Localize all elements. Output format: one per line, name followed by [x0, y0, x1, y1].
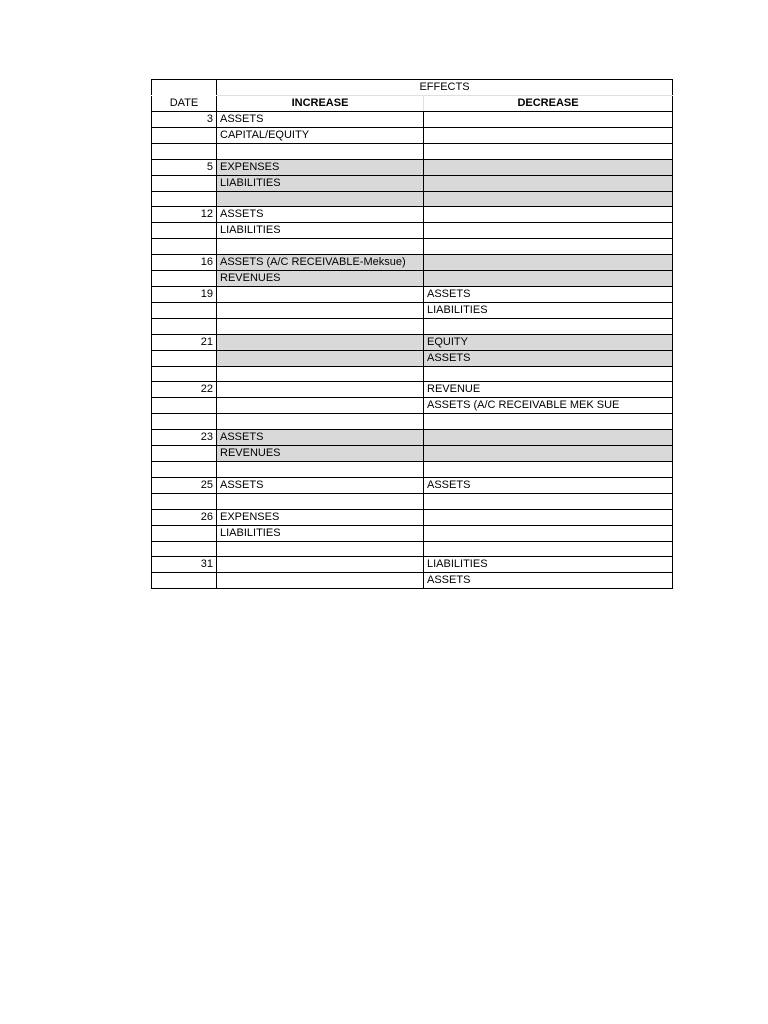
date-cell: 12 — [152, 207, 217, 223]
increase-cell: REVENUES — [217, 271, 424, 287]
date-cell — [152, 223, 217, 239]
increase-cell: REVENUES — [217, 446, 424, 462]
table-row — [152, 557, 673, 573]
date-cell — [152, 319, 217, 335]
decrease-cell — [424, 446, 673, 462]
table-row — [152, 303, 673, 319]
table-row — [152, 287, 673, 303]
date-cell — [152, 144, 217, 160]
increase-cell: ASSETS — [217, 430, 424, 446]
date-cell — [152, 128, 217, 144]
increase-cell — [217, 191, 424, 207]
increase-cell — [217, 557, 424, 573]
increase-cell: LIABILITIES — [217, 223, 424, 239]
decrease-cell: LIABILITIES — [424, 303, 673, 319]
decrease-cell — [424, 509, 673, 525]
table-row — [152, 398, 673, 414]
date-cell: 22 — [152, 382, 217, 398]
increase-cell — [217, 350, 424, 366]
decrease-cell: ASSETS — [424, 573, 673, 589]
increase-cell: CAPITAL/EQUITY — [217, 128, 424, 144]
decrease-cell: ASSETS — [424, 350, 673, 366]
increase-cell — [217, 493, 424, 509]
increase-cell: ASSETS — [217, 207, 424, 223]
table-row — [152, 366, 673, 382]
effects-header: EFFECTS — [217, 80, 673, 96]
effects-table — [151, 79, 673, 589]
decrease-cell: REVENUE — [424, 382, 673, 398]
date-cell — [152, 398, 217, 414]
table-row — [152, 477, 673, 493]
decrease-cell — [424, 255, 673, 271]
increase-cell: LIABILITIES — [217, 525, 424, 541]
date-cell: 19 — [152, 287, 217, 303]
increase-header: INCREASE — [217, 96, 424, 112]
decrease-cell — [424, 366, 673, 382]
decrease-cell — [424, 191, 673, 207]
table-row — [152, 430, 673, 446]
table-row — [152, 525, 673, 541]
table-row — [152, 239, 673, 255]
decrease-cell: LIABILITIES — [424, 557, 673, 573]
table-row — [152, 144, 673, 160]
increase-cell: EXPENSES — [217, 509, 424, 525]
decrease-cell: ASSETS (A/C RECEIVABLE MEK SUE — [424, 398, 673, 414]
date-header-top-cell — [152, 80, 217, 96]
decrease-cell — [424, 223, 673, 239]
table-row — [152, 319, 673, 335]
increase-cell — [217, 303, 424, 319]
table-row — [152, 159, 673, 175]
table-row — [152, 382, 673, 398]
date-cell — [152, 414, 217, 430]
increase-cell — [217, 398, 424, 414]
decrease-cell — [424, 159, 673, 175]
table-row — [152, 493, 673, 509]
date-cell — [152, 175, 217, 191]
table-row — [152, 462, 673, 478]
decrease-cell — [424, 430, 673, 446]
date-cell — [152, 462, 217, 478]
table-body — [152, 112, 673, 589]
table-row — [152, 334, 673, 350]
increase-cell — [217, 144, 424, 160]
table-row — [152, 414, 673, 430]
date-header: DATE — [152, 96, 217, 112]
table-row — [152, 271, 673, 287]
increase-cell — [217, 414, 424, 430]
date-cell — [152, 366, 217, 382]
date-cell — [152, 525, 217, 541]
table-row — [152, 112, 673, 128]
table-row — [152, 128, 673, 144]
date-cell — [152, 573, 217, 589]
date-cell — [152, 239, 217, 255]
decrease-cell — [424, 175, 673, 191]
header-row-effects — [152, 80, 673, 96]
table-row — [152, 175, 673, 191]
date-cell: 21 — [152, 334, 217, 350]
increase-cell: EXPENSES — [217, 159, 424, 175]
date-cell — [152, 303, 217, 319]
decrease-cell — [424, 207, 673, 223]
date-cell: 16 — [152, 255, 217, 271]
date-cell — [152, 271, 217, 287]
decrease-cell — [424, 493, 673, 509]
increase-cell — [217, 334, 424, 350]
increase-cell — [217, 541, 424, 557]
increase-cell — [217, 319, 424, 335]
decrease-cell — [424, 525, 673, 541]
decrease-cell — [424, 144, 673, 160]
header-row-columns — [152, 96, 673, 112]
table-row — [152, 207, 673, 223]
date-cell: 25 — [152, 477, 217, 493]
increase-cell — [217, 287, 424, 303]
date-cell — [152, 493, 217, 509]
date-cell: 26 — [152, 509, 217, 525]
increase-cell — [217, 382, 424, 398]
decrease-cell — [424, 541, 673, 557]
date-cell: 3 — [152, 112, 217, 128]
increase-cell: ASSETS — [217, 477, 424, 493]
decrease-cell — [424, 462, 673, 478]
table-row — [152, 541, 673, 557]
date-cell — [152, 350, 217, 366]
decrease-cell — [424, 414, 673, 430]
decrease-cell — [424, 319, 673, 335]
increase-cell — [217, 573, 424, 589]
increase-cell — [217, 462, 424, 478]
table-row — [152, 223, 673, 239]
date-cell — [152, 446, 217, 462]
increase-cell — [217, 366, 424, 382]
increase-cell: ASSETS — [217, 112, 424, 128]
decrease-cell — [424, 271, 673, 287]
date-cell: 23 — [152, 430, 217, 446]
decrease-cell: ASSETS — [424, 287, 673, 303]
decrease-cell: ASSETS — [424, 477, 673, 493]
decrease-cell — [424, 128, 673, 144]
date-cell — [152, 541, 217, 557]
table-row — [152, 350, 673, 366]
table-row — [152, 446, 673, 462]
date-cell: 31 — [152, 557, 217, 573]
table-row — [152, 255, 673, 271]
table-row — [152, 191, 673, 207]
decrease-cell: EQUITY — [424, 334, 673, 350]
increase-cell — [217, 239, 424, 255]
table-row — [152, 573, 673, 589]
decrease-header: DECREASE — [424, 96, 673, 112]
decrease-cell — [424, 112, 673, 128]
increase-cell: LIABILITIES — [217, 175, 424, 191]
table-row — [152, 509, 673, 525]
decrease-cell — [424, 239, 673, 255]
date-cell — [152, 191, 217, 207]
date-cell: 5 — [152, 159, 217, 175]
increase-cell: ASSETS (A/C RECEIVABLE-Meksue) — [217, 255, 424, 271]
